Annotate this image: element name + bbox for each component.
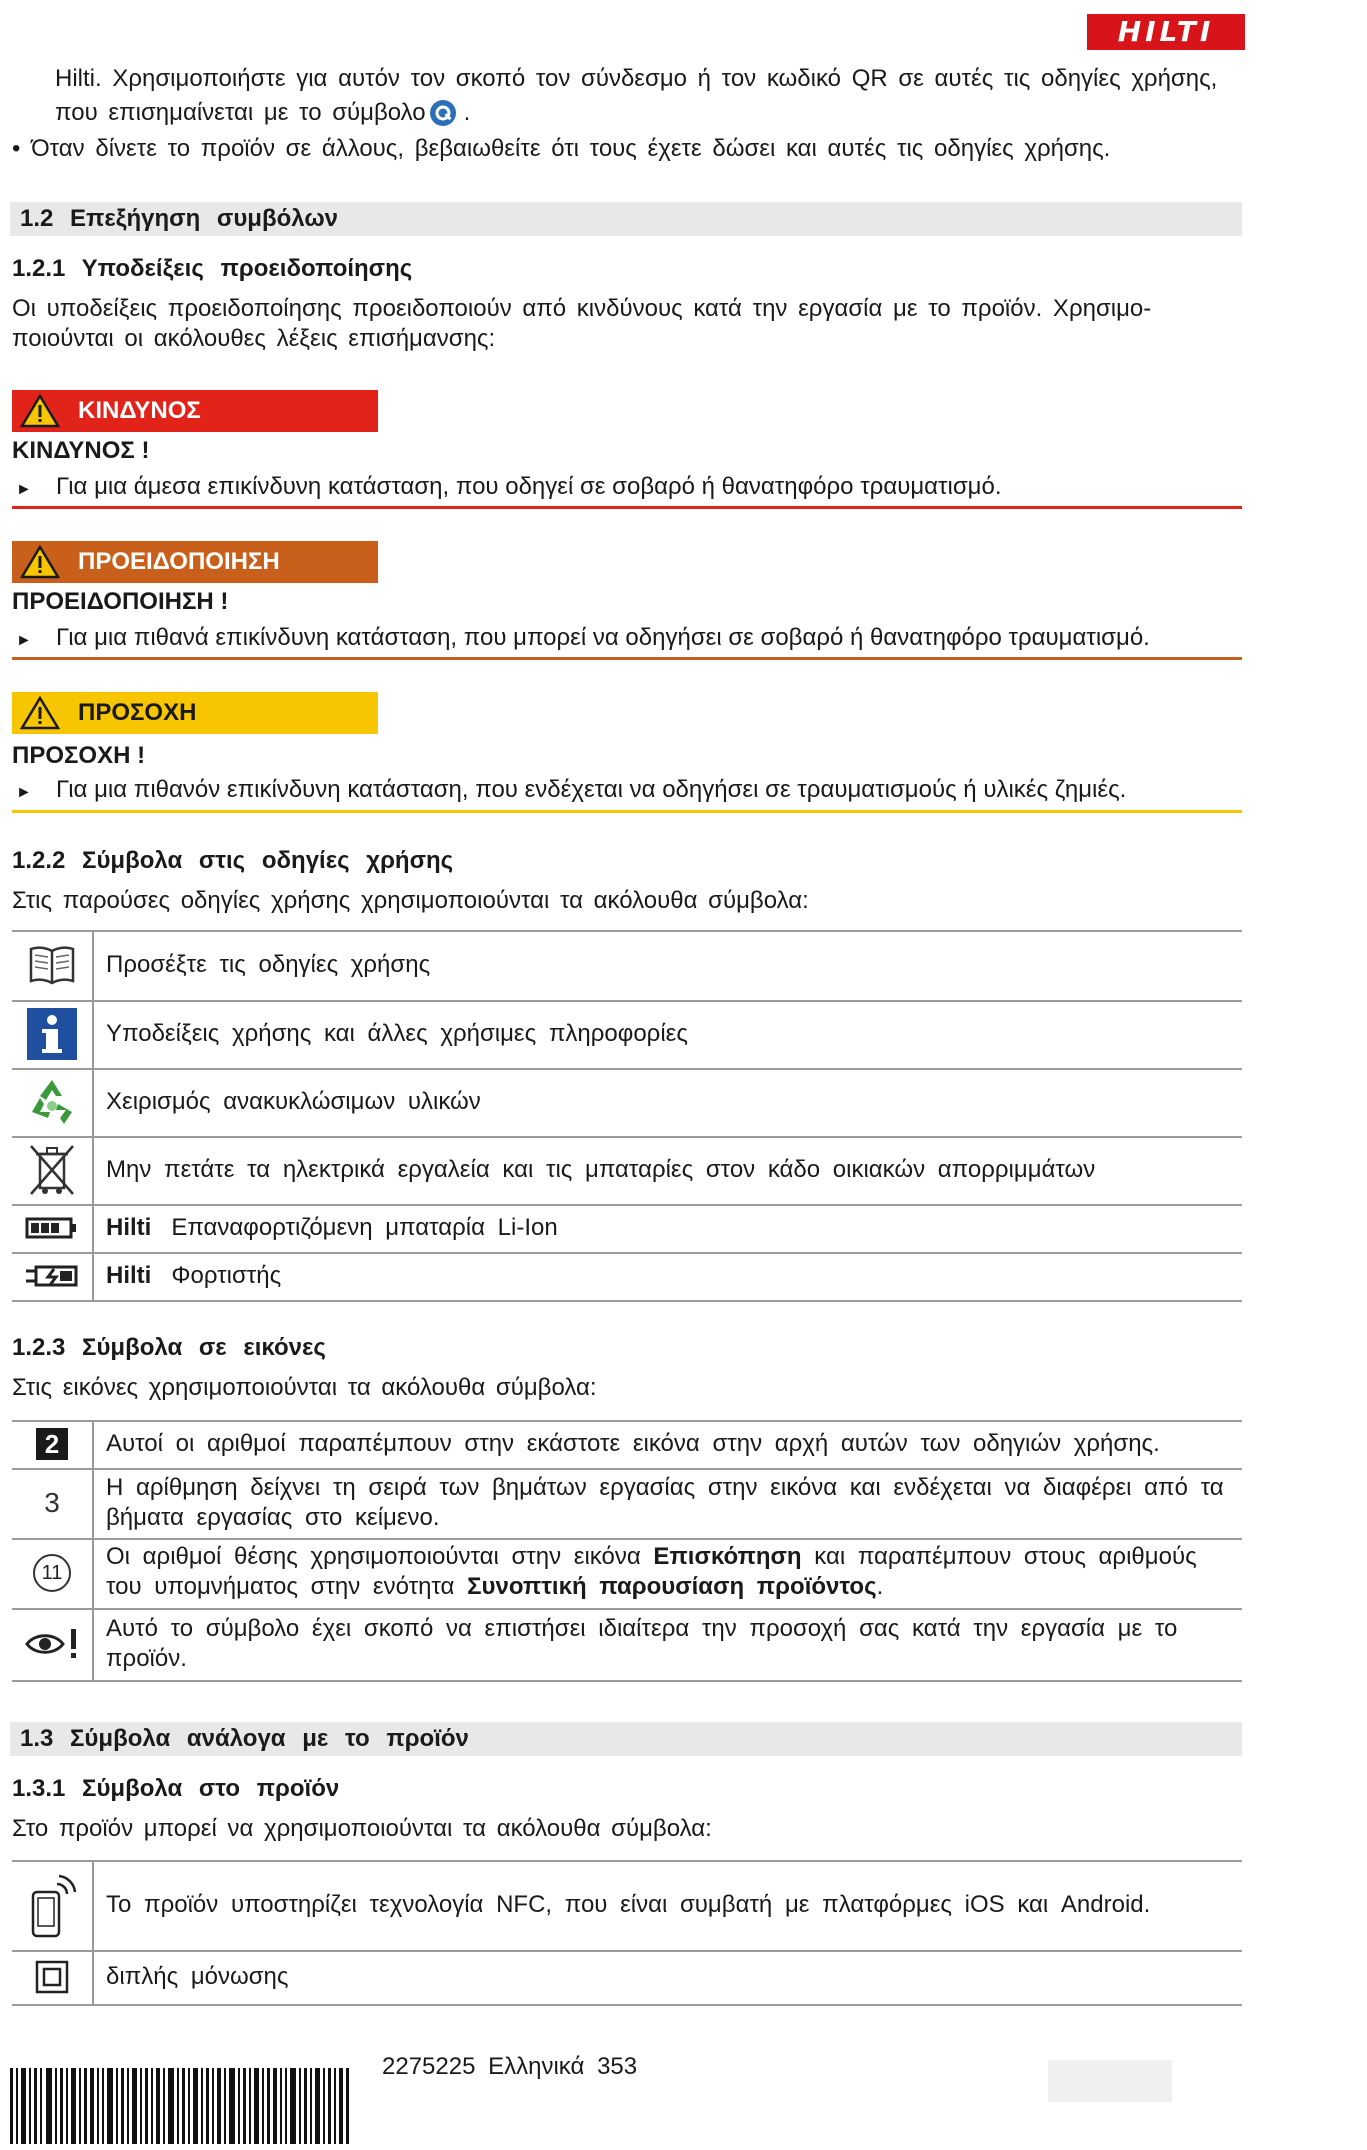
warning-label-box: ΠΡΟΕΙΔΟΠΟΙΗΣΗ [12, 541, 378, 583]
intro-line-1: Hilti. Χρησιμοποιήστε για αυτόν τον σκοπό τον σύνδεσμο ή τον κωδικό QR σε αυτές τις οδηγίες χρήσης, [55, 65, 1218, 92]
manual-symbols-intro: Στις παρούσες οδηγίες χρήσης χρησιμοποιούνται τα ακόλουθα σύμβολα: [12, 887, 809, 914]
intro-bullet: • Όταν δίνετε το προϊόν σε άλλους, βεβαιωθείτε ότι τους έχετε δώσει και αυτές τις οδηγίες χρήσης. [12, 135, 1111, 162]
figure-symbols-intro: Στις εικόνες χρησιμοποιούνται τα ακόλουθα σύμβολα: [12, 1374, 597, 1401]
table-row: Hilti Επαναφορτιζόμενη μπαταρία Li-Ion [12, 1204, 1242, 1254]
barcode [10, 2068, 352, 2144]
intro-line-2: που επισημαίνεται με το σύμβολο . [55, 99, 471, 126]
nfc-icon [27, 1870, 77, 1940]
step-number: 3 [44, 1487, 60, 1518]
caution-description: ► Για μια πιθανόν επικίνδυνη κατάσταση, που ενδέχεται να οδηγήσει σε τραυματισμούς ή υλικές ζημιές. [12, 775, 1126, 808]
warning-triangle-icon [20, 696, 60, 730]
caution-signal-word: ΠΡΟΣΟΧΗ ! [12, 742, 146, 769]
table-row: διπλής μόνωσης [12, 1950, 1242, 2006]
danger-signal-word: ΚΙΝΔΥΝΟΣ ! [12, 437, 150, 464]
table-row: Αυτό το σύμβολο έχει σκοπό να επιστήσει ιδιαίτερα την προσοχή σας κατά την εργασία με το προϊόν. [12, 1608, 1242, 1682]
manual-symbols-table [12, 930, 1242, 1304]
hilti-logo: HILTI [1087, 14, 1245, 50]
table-row: 3 Η αρίθμηση δείχνει τη σειρά των βημάτων εργασίας στην εικόνα και ενδέχεται να διαφέρει από τα βήματα εργασίας στο κείμενο. [12, 1468, 1242, 1540]
table-row: 2 Αυτοί οι αριθμοί παραπέμπουν στην εκάστοτε εικόνα στην αρχή αυτών των οδηγιών χρήσης. [12, 1420, 1242, 1470]
caution-rule [12, 810, 1242, 813]
warning-triangle-icon [20, 394, 60, 428]
bullet-arrow-icon: ► [16, 632, 32, 649]
table-row: Υποδείξεις χρήσης και άλλες χρήσιμες πληροφορίες [12, 1000, 1242, 1070]
table-row: Μην πετάτε τα ηλεκτρικά εργαλεία και τις μπαταρίες στον κάδο οικιακών απορριμμάτων [12, 1136, 1242, 1206]
caution-label-box: ΠΡΟΣΟΧΗ [12, 692, 378, 734]
double-insulation-icon [35, 1960, 69, 1994]
bullet-arrow-icon: ► [16, 784, 32, 801]
subsection-title-1-2-2: 1.2.2 Σύμβολα στις οδηγίες χρήσης [12, 847, 454, 874]
info-icon [27, 1008, 77, 1060]
warnings-intro-line-1: Οι υποδείξεις προειδοποίησης προειδοποιούν από κινδύνους κατά την εργασία με το προϊόν. Χρησιμο- [12, 295, 1152, 322]
warnings-intro-line-2: ποιούνται οι ακόλουθες λέξεις επισήμανσης: [12, 325, 496, 352]
bullet-arrow-icon: ► [16, 481, 32, 498]
warning-description: ► Για μια πιθανά επικίνδυνη κατάσταση, που μπορεί να οδηγήσει σε σοβαρό ή θανατηφόρο τραυματισμό. [12, 623, 1150, 656]
position-number-circle: 11 [33, 1554, 71, 1592]
danger-description: ► Για μια άμεσα επικίνδυνη κατάσταση, που οδηγεί σε σοβαρό ή θανατηφόρο τραυματισμό. [12, 472, 1002, 505]
table-row: Χειρισμός ανακυκλώσιμων υλικών [12, 1068, 1242, 1138]
subsection-title-1-3-1: 1.3.1 Σύμβολα στο προϊόν [12, 1775, 340, 1802]
table-row: Το προϊόν υποστηρίζει τεχνολογία NFC, που είναι συμβατή με πλατφόρμες iOS και Android. [12, 1860, 1242, 1952]
warning-rule [12, 657, 1242, 660]
charger-icon [24, 1261, 80, 1291]
footer-gray-box [1048, 2060, 1172, 2102]
table-row: Προσέξτε τις οδηγίες χρήσης [12, 930, 1242, 1002]
danger-label-box: ΚΙΝΔΥΝΟΣ [12, 390, 378, 432]
page-footer: 2275225 Ελληνικά 353 [382, 2053, 638, 2080]
table-row: 11 Οι αριθμοί θέσης χρησιμοποιούνται στην εικόνα Επισκόπηση και παραπέμπουν στους αριθμούς του υπομνήματος στην ενότητα Συνοπτική παρουσίαση προϊόντος. [12, 1538, 1242, 1610]
product-symbols-intro: Στο προϊόν μπορεί να χρησιμοποιούνται τα ακόλουθα σύμβολα: [12, 1815, 712, 1842]
danger-rule [12, 506, 1242, 509]
figure-number-badge: 2 [36, 1428, 68, 1460]
book-icon [27, 943, 77, 987]
section-title-1-3: 1.3 Σύμβολα ανάλογα με το προϊόν [10, 1722, 1242, 1756]
figure-symbols-table [12, 1420, 1242, 1686]
subsection-title-1-2-1: 1.2.1 Υποδείξεις προειδοποίησης [12, 255, 413, 282]
warning-triangle-icon [20, 545, 60, 579]
product-symbols-table [12, 1860, 1242, 2006]
link-qr-icon [428, 98, 458, 128]
recycle-icon [26, 1076, 78, 1128]
section-title-1-2: 1.2 Επεξήγηση συμβόλων [10, 202, 1242, 236]
crossed-bin-icon [27, 1142, 77, 1198]
battery-icon [25, 1215, 79, 1241]
subsection-title-1-2-3: 1.2.3 Σύμβολα σε εικόνες [12, 1334, 326, 1361]
table-row: Hilti Φορτιστής [12, 1252, 1242, 1302]
warning-signal-word: ΠΡΟΕΙΔΟΠΟΙΗΣΗ ! [12, 588, 229, 615]
eye-icon [25, 1627, 79, 1661]
